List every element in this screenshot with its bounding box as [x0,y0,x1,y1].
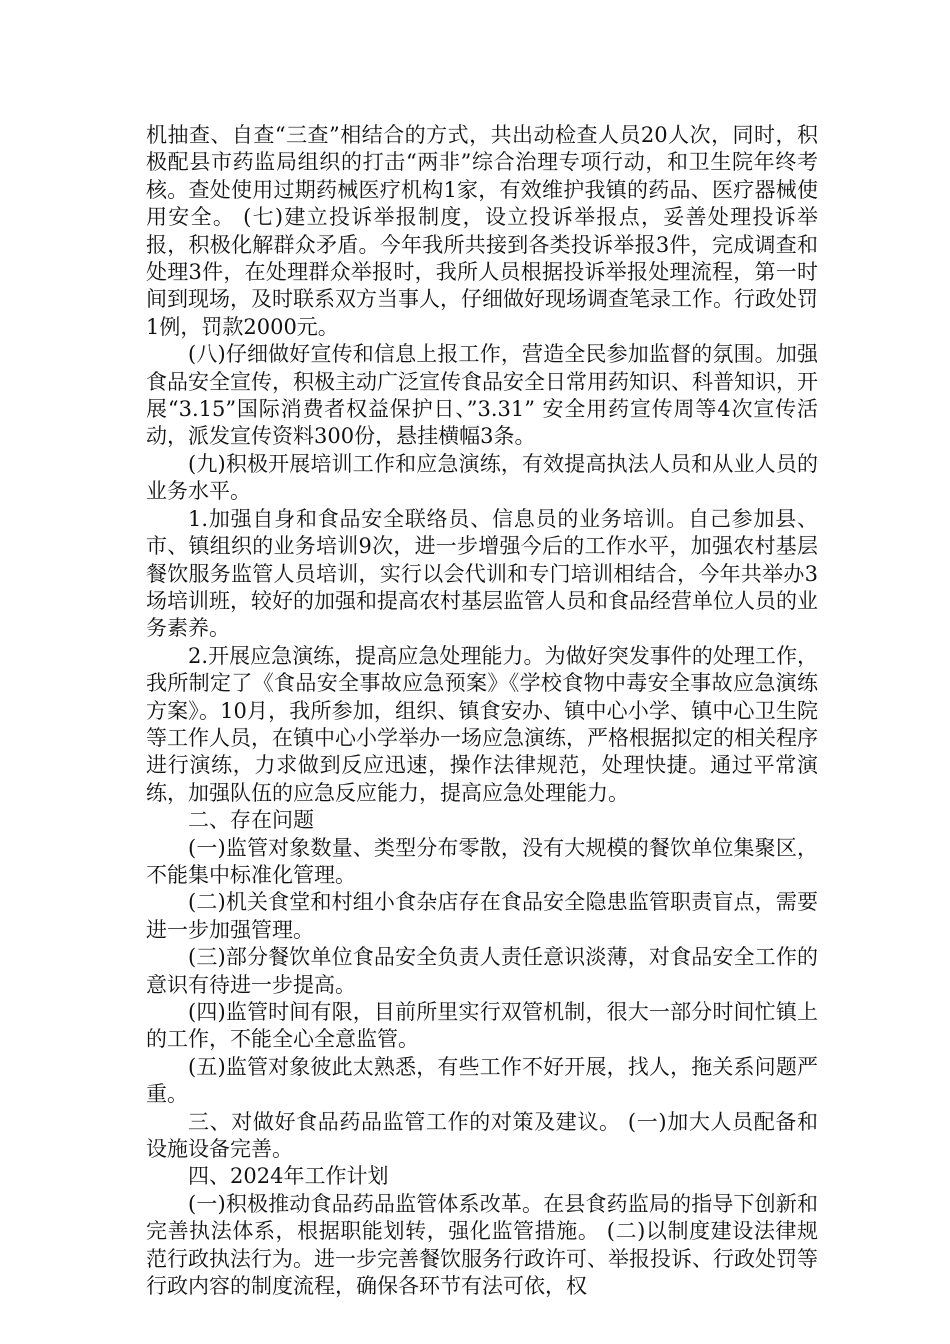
paragraph-problem-4: (四)监管时间有限，目前所里实行双管机制，很大一部分时间忙镇上的工作，不能全心全意监管。 [146,1000,818,1052]
paragraph-training-1: 1.加强自身和食品安全联络员、信息员的业务培训。自己参加县、市、镇组织的业务培训9次，进一步增强今后的工作水平，加强农村基层餐饮服务监管人员培训，实行以会代训和专门培训相结合，今年共举办3场培训班，较好的加强和提高农村基层监管人员和食品经营单位人员的业务素养。 [146,506,818,641]
paragraph-work-plan: (一)积极推动食品药品监管体系改革。在县食药监局的指导下创新和完善执法体系，根据职能划转，强化监管措施。 (二)以制度建设法律规范行政执法行为。进一步完善餐饮服务行政许可、举报投诉、行政处罚等行政内容的制度流程，确保各环节有法可依，权 [146,1191,818,1299]
paragraph-training-heading: (九)积极开展培训工作和应急演练，有效提高执法人员和从业人员的业务水平。 [146,451,818,504]
paragraph-problem-5: (五)监管对象彼此太熟悉，有些工作不好开展，找人，拖关系问题严重。 [146,1054,818,1107]
document-page [146,122,818,1300]
paragraph-training-2: 2.开展应急演练，提高应急处理能力。为做好突发事件的处理工作，我所制定了《食品安全事故应急预案》《学校食物中毒安全事故应急演练方案》。10月，我所参加，组织、镇食安办、镇中心小学、镇中心卫生院等工作人员，在镇中心小学举办一场应急演练，严格根据拟定的相关程序进行演练，力求做到反应迅速，操作法律规范，处理快捷。通过平常演练，加强队伍的应急反应能力，提高应急处理能力。 [146,643,818,805]
paragraph-problem-2: (二)机关食堂和村组小食杂店存在食品安全隐患监管职责盲点，需要进一步加强管理。 [146,890,818,942]
section-heading-work-plan: 四、2024年工作计划 [188,1164,389,1189]
paragraph-problem-1: (一)监管对象数量、类型分布零散，没有大规模的餐饮单位集聚区，不能集中标准化管理。 [146,835,818,887]
paragraph-publicity: (八)仔细做好宣传和信息上报工作，营造全民参加监督的氛围。加强食品安全宣传，积极主动广泛宣传食品安全日常用药知识、科普知识，开展“3.15”国际消费者权益保护日、”3.31” 安全用药宣传周等4次宣传活动，派发宣传资料300份，悬挂横幅3条。 [146,342,818,449]
section-heading-problems: 二、存在问题 [188,808,314,833]
paragraph-problem-3: (三)部分餐饮单位食品安全负责人责任意识淡薄，对食品安全工作的意识有待进一步提高。 [146,945,818,997]
section-heading-suggestions: 三、对做好食品药品监管工作的对策及建议。 (一)加大人员配备和设施设备完善。 [146,1109,818,1162]
paragraph-inspection-complaints: 机抽查、自查“三查”相结合的方式，共出动检查人员20人次，同时，积极配县市药监局组织的打击“两非”综合治理专项行动，和卫生院年终考核。查处使用过期药械医疗机构1家，有效维护我镇的药品、医疗器械使用安全。 (七)建立投诉举报制度，设立投诉举报点，妥善处理投诉举报，积极化解群众矛盾。今年我所共接到各类投诉举报3件，完成调查和处理3件，在处理群众举报时，我所人员根据投诉举报处理流程，第一时间到现场，及时联系双方当事人，仔细做好现场调查笔录工作。行政处罚1例，罚款2000元。 [146,123,818,339]
